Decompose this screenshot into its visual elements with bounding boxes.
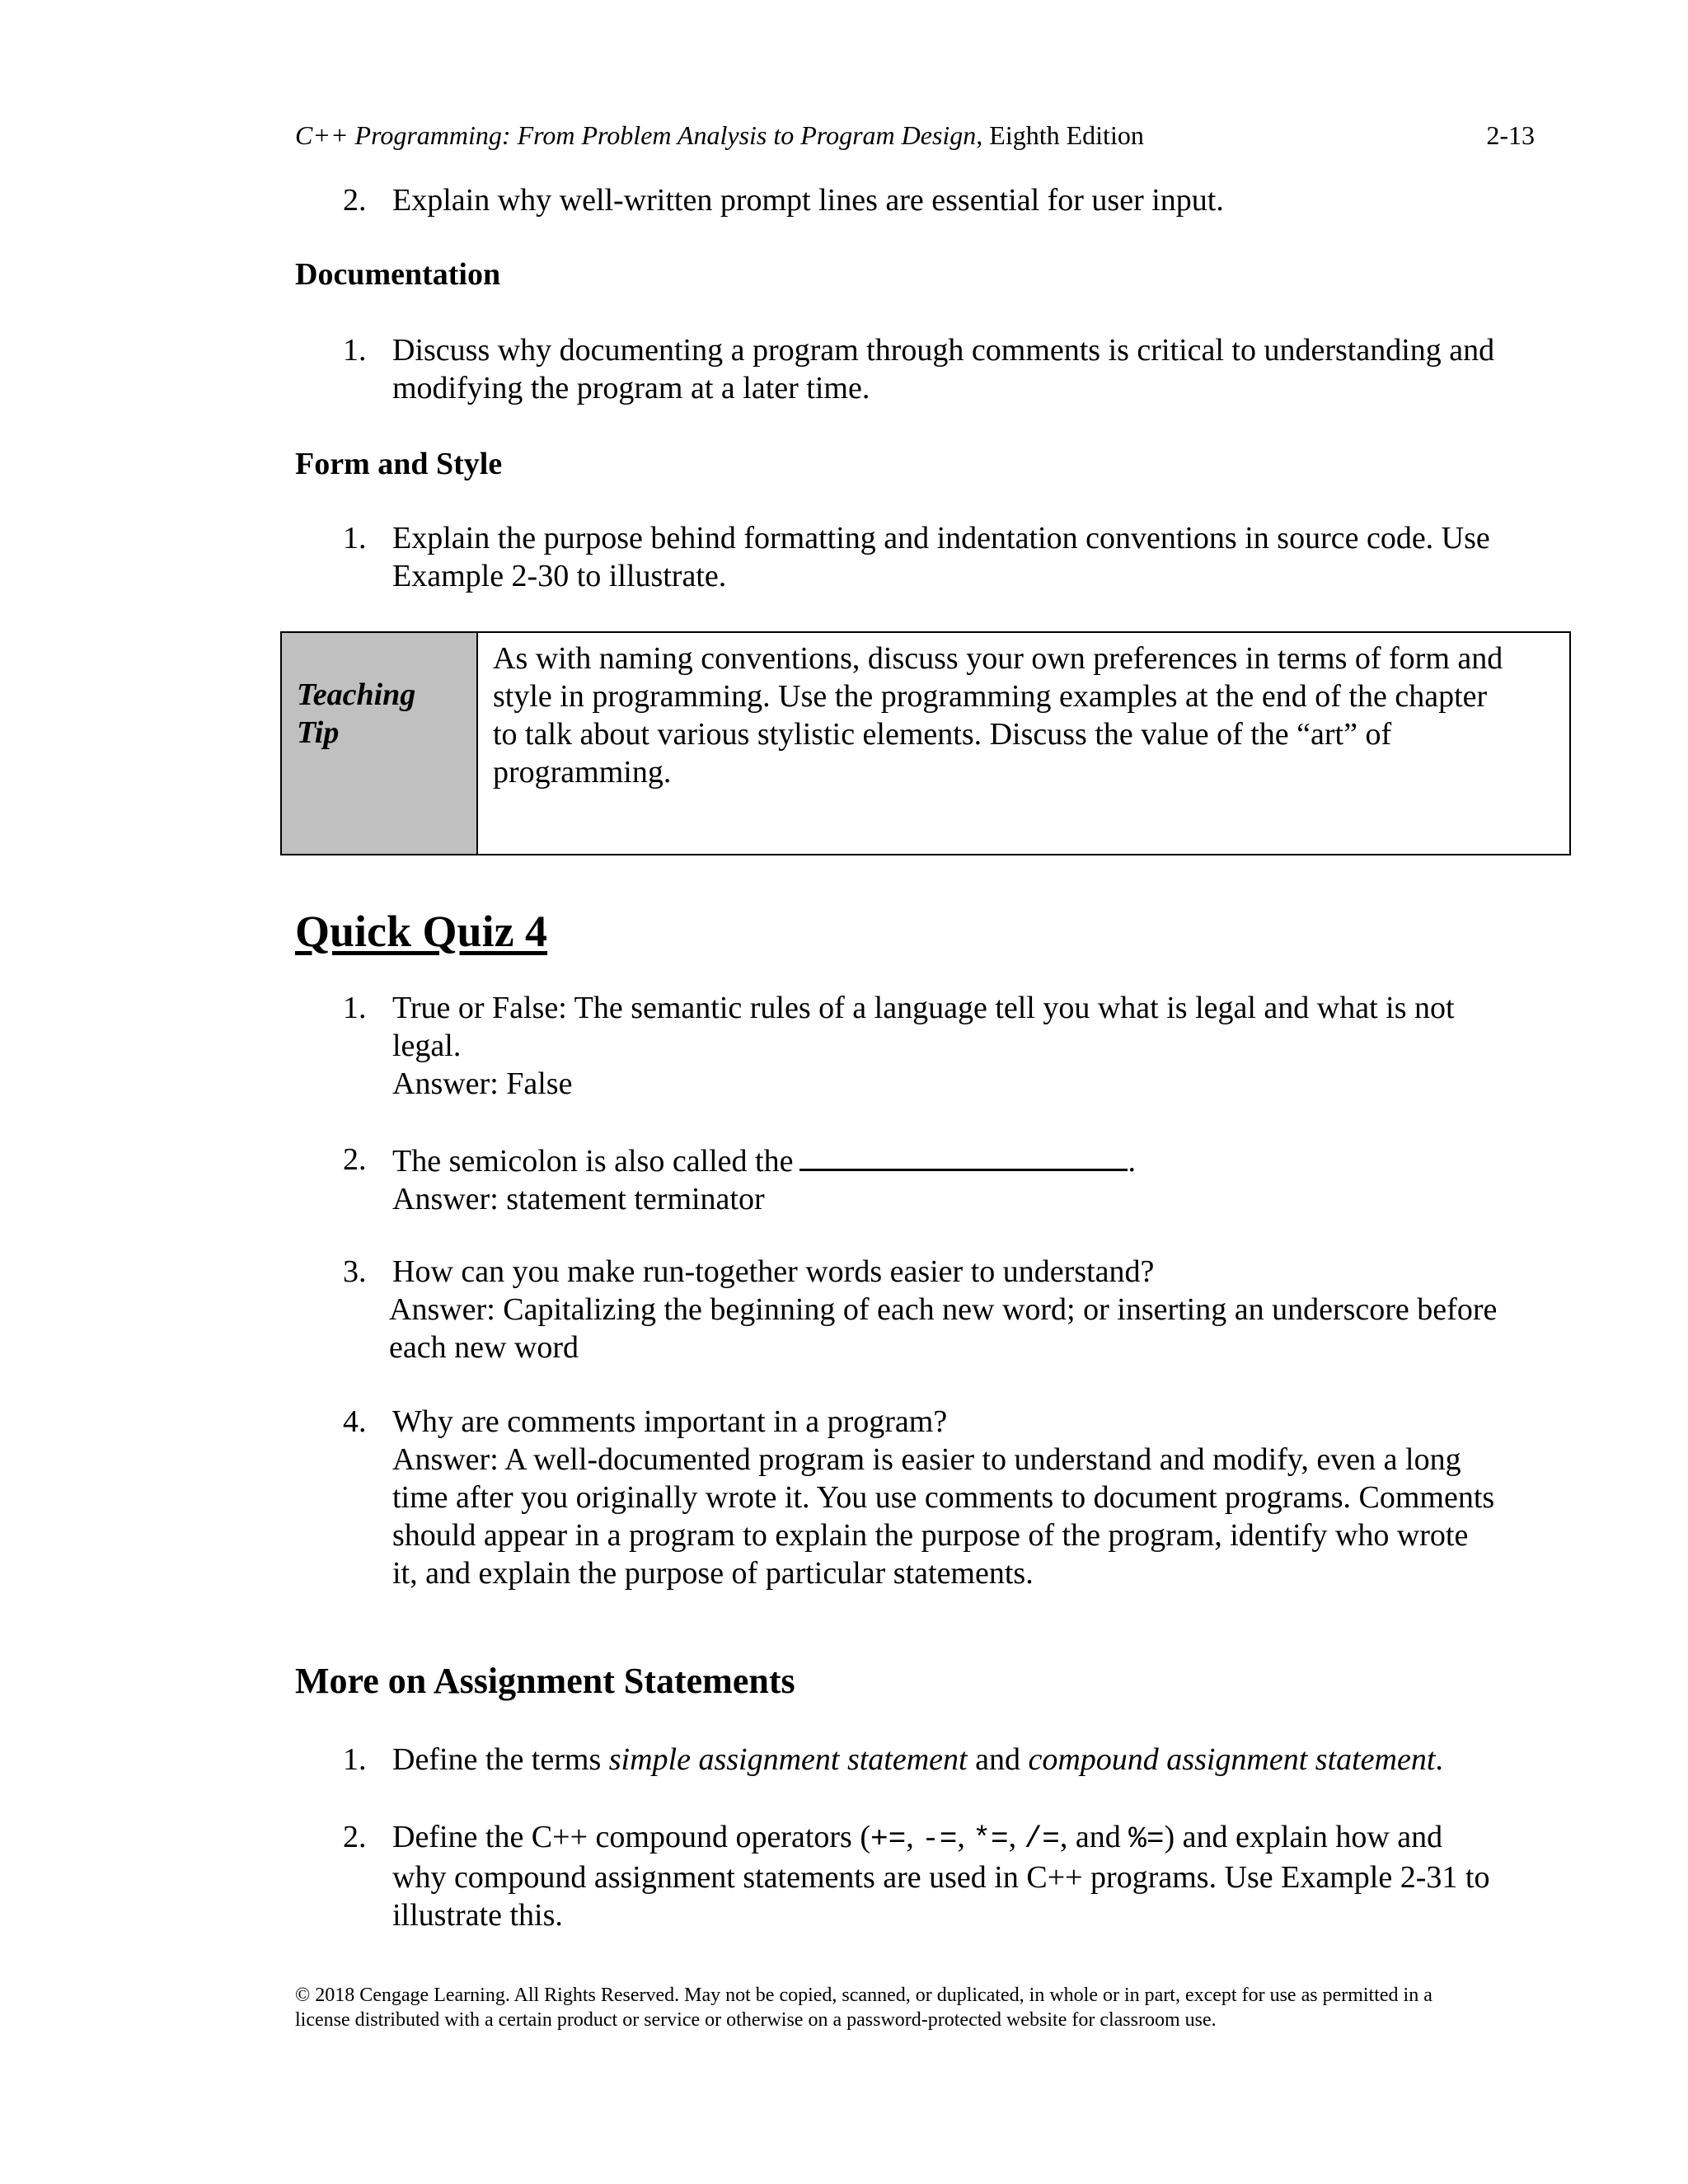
quiz-answer: Answer: statement terminator [392, 1182, 765, 1216]
list-item: 1. Explain the purpose behind formatting and indentation conventions in source code. Use Example 2-30 to illustrate. [343, 521, 1490, 593]
list-item: 1. Discuss why documenting a program through comments is critical to understanding and modifying the program at a later time. [343, 333, 1495, 405]
quiz-question-3: 3. How can you make run-together words easier to understand? Answer: Capitalizing the beginning of each new word; or inserting an underscore before each new word [343, 1253, 1554, 1366]
quiz-answer: Answer: A well-documented program is easier to understand and modify, even a long [392, 1442, 1461, 1477]
quiz-title: Quick Quiz 4 [295, 907, 548, 956]
teaching-tip-label: Teaching Tip [282, 633, 478, 854]
section-heading-form-and-style: Form and Style [295, 447, 503, 481]
list-item: 2. Define the C++ compound operators (+=, -=, *=, /=, and %=) and explain how and why compound assignment statements are used in C++ programs. Use Example 2-31 to illustrate this. [343, 1820, 1490, 1933]
operator: %= [1128, 1822, 1165, 1856]
section-heading-documentation: Documentation [295, 257, 501, 292]
page-header [295, 119, 1535, 152]
book-title: C++ Programming: From Problem Analysis to Program Design [295, 120, 977, 150]
quiz-question-1: 1. True or False: The semantic rules of a language tell you what is legal and what is not legal. Answer: False [343, 989, 1554, 1103]
operator: += [870, 1822, 907, 1856]
answer-blank [799, 1141, 1128, 1171]
quiz-question-2: 2. The semicolon is also called the . Answer: statement terminator [343, 1141, 1554, 1218]
teaching-tip-box [280, 631, 1571, 855]
operator: *= [973, 1822, 1009, 1856]
operator: -= [921, 1822, 958, 1856]
list-item: 1. Define the terms simple assignment statement and compound assignment statement. [343, 1742, 1443, 1777]
copyright-footer: © 2018 Cengage Learning. All Rights Reserved. May not be copied, scanned, or duplicated, in whole or in part, except for use as permitted in a license distributed with a certain product or service or otherwise on a password-protected website for classroom use. [295, 1985, 1432, 2031]
quiz-answer: Answer: False [392, 1066, 573, 1101]
teaching-tip-text: As with naming conventions, discuss your own preferences in terms of form and style in programming. Use the programming examples at the end of the chapter to talk about various stylistic elements. Discuss the value of the “art” of programming. [493, 641, 1503, 790]
book-edition: , Eighth Edition [976, 120, 1144, 150]
quiz-answer: Answer: Capitalizing the beginning of each new word; or inserting an underscore before [389, 1292, 1498, 1327]
page-number: 2-13 [1486, 120, 1535, 150]
list-item: 2. Explain why well-written prompt lines are essential for user input. [343, 183, 1224, 218]
section-heading-assignment: More on Assignment Statements [295, 1661, 795, 1701]
operator: /= [1024, 1822, 1060, 1856]
quiz-question-4: 4. Why are comments important in a program? Answer: A well-documented program is easier to understand and modify, even a long time after you originally wrote it. You use comments to document programs. Comments should appear in a program to explain the purpose of the program, identify who wrote it, and explain the purpose of particular statements. [343, 1403, 1554, 1592]
